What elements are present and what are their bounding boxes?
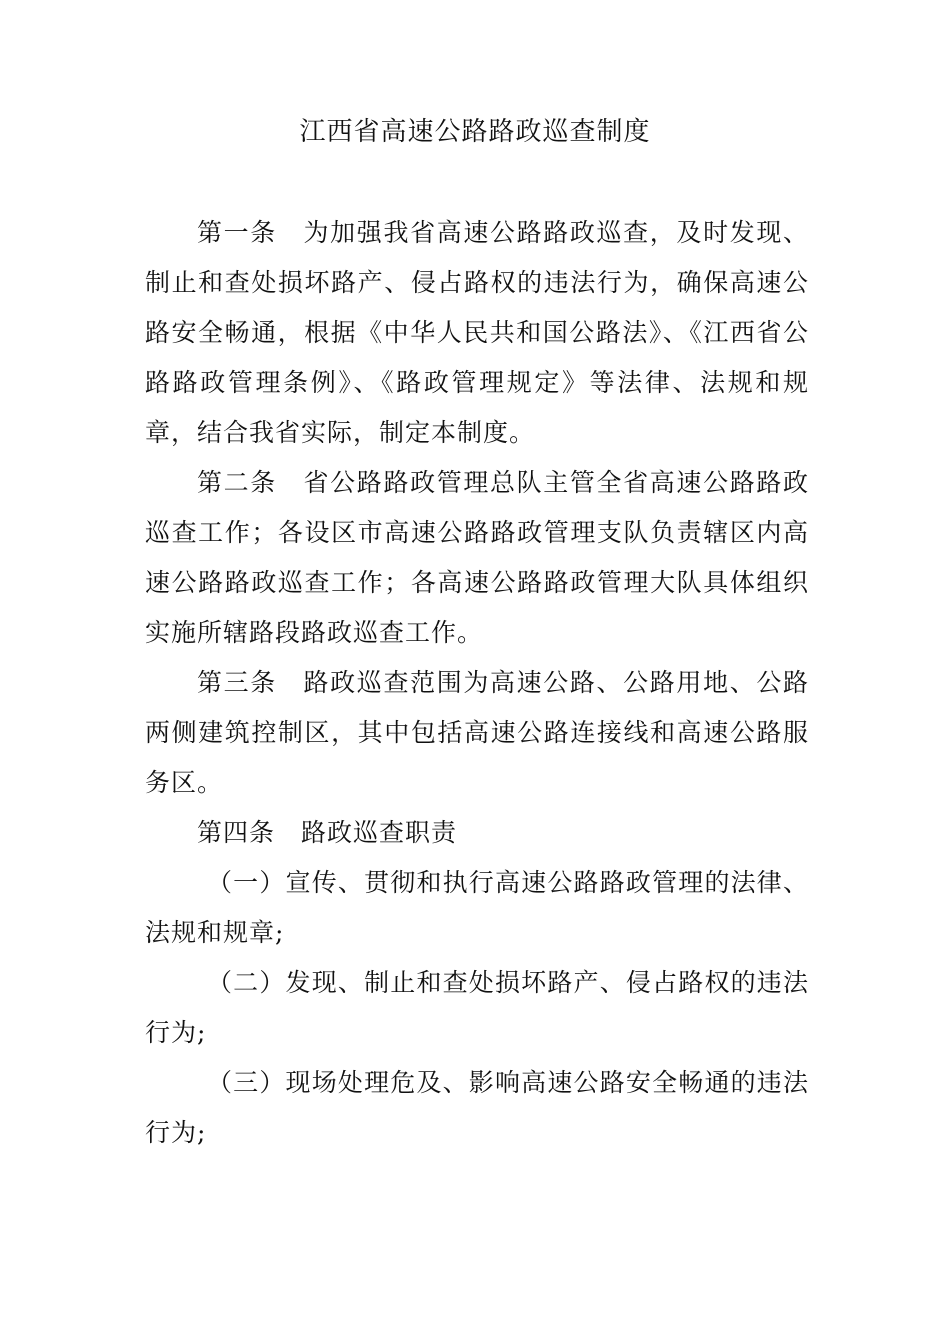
article-1 [145, 208, 809, 458]
duty-item-1: （一）宣传、贯彻和执行高速公路路政管理的法律、法规和规章; [145, 868, 809, 947]
article-2-text: 省公路路政管理总队主管全省高速公路路政巡查工作；各设区市高速公路路政管理支队负责辖区内高速公路路政巡查工作；各高速公路路政管理大队具体组织实施所辖路段路政巡查工作。 [145, 468, 809, 647]
article-4-label: 第四条 [197, 818, 276, 847]
document-title: 江西省高速公路路政巡查制度 [299, 117, 651, 147]
duty-item-3: （三）现场处理危及、影响高速公路安全畅通的违法行为; [145, 1068, 809, 1147]
article-1-text: 为加强我省高速公路路政巡查，及时发现、制止和查处损坏路产、侵占路权的违法行为，确保高速公路安全畅通，根据《中华人民共和国公路法》、《江西省公路路政管理条例》、《路政管理规定》等法律、法规和规章，结合我省实际，制定本制度。 [145, 218, 809, 447]
article-1-label: 第一条 [197, 218, 277, 247]
duty-item-2: （二）发现、制止和查处损坏路产、侵占路权的违法行为; [145, 968, 809, 1047]
article-2 [145, 458, 809, 658]
article-2-label: 第二条 [197, 468, 277, 497]
article-3-label: 第三条 [197, 668, 277, 697]
article-3-text: 路政巡查范围为高速公路、公路用地、公路两侧建筑控制区，其中包括高速公路连接线和高速公路服务区。 [145, 668, 809, 797]
article-4-text: 路政巡查职责 [301, 818, 458, 847]
article-4 [145, 808, 809, 858]
document-body [145, 208, 809, 1158]
article-3 [145, 658, 809, 808]
